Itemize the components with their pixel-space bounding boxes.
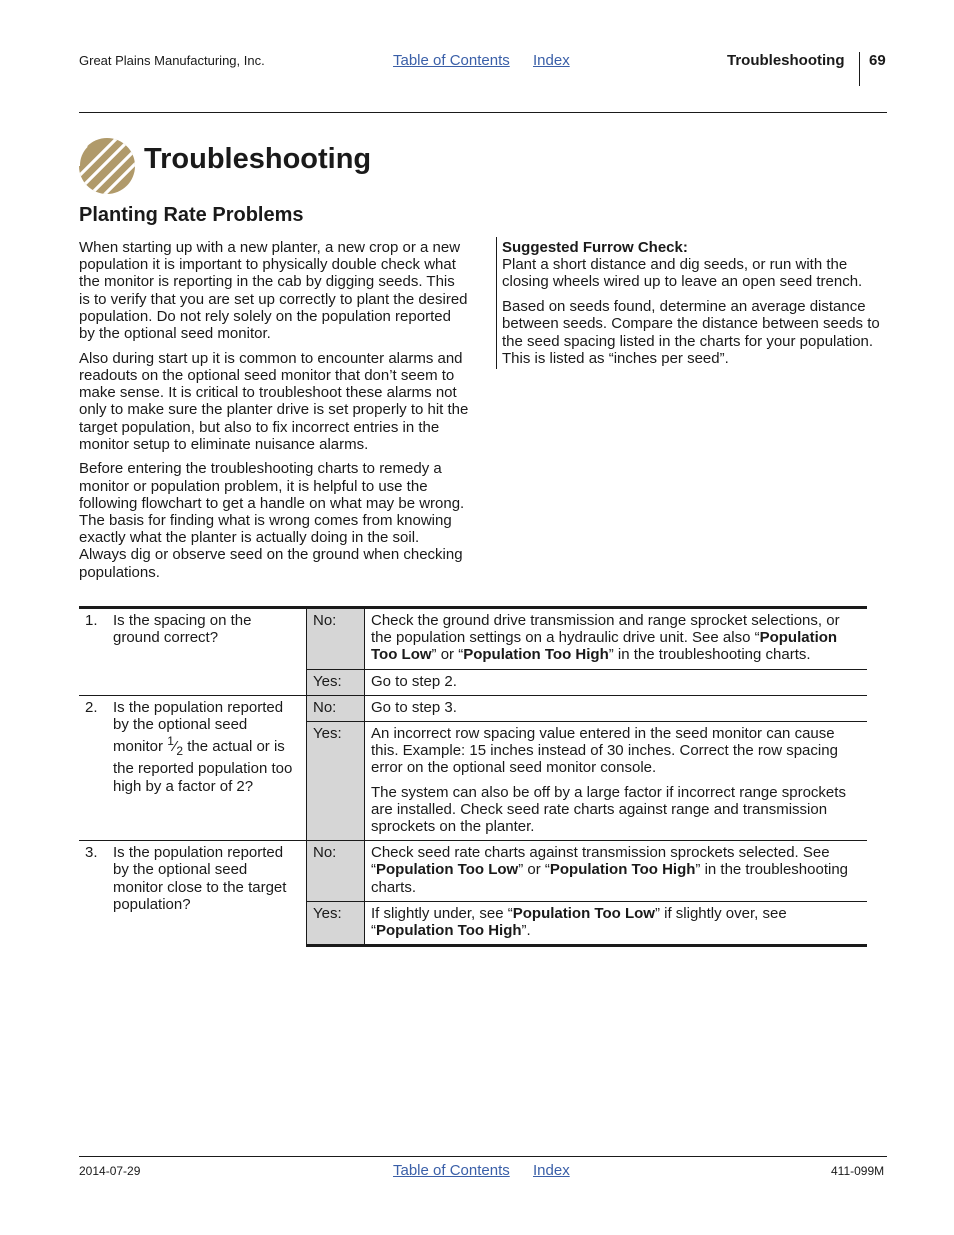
answer-label-yes: Yes: [307, 722, 365, 841]
question-number: 2. [85, 698, 98, 716]
footer-index-link[interactable]: Index [533, 1162, 570, 1179]
furrow-check-sidebar [502, 239, 887, 374]
q1-yes-result: Go to step 2. [365, 669, 868, 695]
answer-label-no: No: [307, 841, 365, 902]
header-toc-link[interactable]: Table of Contents [393, 52, 510, 69]
answer-label-no: No: [307, 695, 365, 721]
intro-text [79, 239, 469, 588]
sidebar-rule [496, 237, 497, 369]
page-title: Troubleshooting [144, 143, 372, 175]
question-number: 1. [85, 612, 98, 629]
question-3 [79, 841, 307, 946]
answer-label-yes: Yes: [307, 901, 365, 945]
troubleshooting-flowchart [79, 606, 867, 947]
question-number: 3. [85, 844, 98, 862]
q1-no-result: Check the ground drive transmission and range sprocket selections, or the population settings on a hydraulic drive unit. See also “Population Too Low” or “Population Too High” in the troubleshooting charts. [365, 608, 868, 670]
header-divider [859, 52, 860, 86]
header-rule [79, 112, 887, 113]
intro-paragraph-2: Also during start up it is common to encounter alarms and readouts on the optional seed monitor that don’t seem to make sense. It is critical to troubleshoot these alarms not only to make sure the planter drive is set properly to hit the target population, but also to fix incorrect entries in the monitor setup to eliminate nuisance alarms. [79, 349, 469, 453]
footer-rule [79, 1156, 887, 1157]
great-plains-logo-icon [79, 138, 135, 194]
furrow-check-heading: Suggested Furrow Check: [502, 239, 688, 256]
company-name: Great Plains Manufacturing, Inc. [79, 53, 265, 68]
footer-doc-number: 411-099M [831, 1164, 885, 1178]
table-row [79, 608, 867, 670]
table-row [79, 695, 867, 721]
footer-toc-link[interactable]: Table of Contents [393, 1162, 510, 1179]
question-1 [79, 608, 307, 696]
q3-no-result: Check seed rate charts against transmission sprockets selected. See “Population Too Low” or “Population Too High” in the troubleshooting charts. [365, 841, 868, 902]
intro-paragraph-1: When starting up with a new planter, a new crop or a new population it is important to physically double check what the monitor is reporting in the cab by digging seeds. This is to verify that you are set up correctly to plant the desired population. Do not rely solely on the population reported by the optional seed monitor. [79, 239, 468, 343]
furrow-check-paragraph-2: Based on seeds found, determine an average distance between seeds. Compare the distance between seeds to the seed spacing listed in the charts for your population. This is listed as “inches per seed”. [502, 298, 880, 367]
section-subtitle: Planting Rate Problems [79, 204, 304, 226]
footer-date: 2014-07-29 [79, 1164, 141, 1178]
answer-label-yes: Yes: [307, 669, 365, 695]
table-row [79, 841, 867, 902]
q3-yes-result: If slightly under, see “Population Too Low” if slightly over, see “Population Too High”. [365, 901, 868, 945]
page-number: 69 [869, 52, 886, 69]
furrow-check-paragraph-1: Plant a short distance and dig seeds, or run with the closing wheels wired up to leave an open seed trench. [502, 256, 863, 291]
header-index-link[interactable]: Index [533, 52, 570, 69]
question-text: Is the population reported by the optional seed monitor $^1⁄_2$ the actual or is the reported population too high by a factor of 2? [113, 698, 293, 795]
question-text: Is the population reported by the optional seed monitor close to the target population? [113, 844, 287, 913]
q2-no-result: Go to step 3. [365, 695, 868, 721]
question-2 [79, 695, 307, 840]
section-name: Troubleshooting [727, 52, 845, 69]
question-text: Is the spacing on the ground correct? [113, 612, 252, 647]
q2-yes-result: An incorrect row spacing value entered in the seed monitor can cause this. Example: 15 inches instead of 30 inches. Correct the row spacing error on the optional seed monitor console. The system can also be off by a large factor if incorrect range sprockets are installed. Check seed rate charts against range and transmission sprockets on the planter. [365, 722, 868, 841]
intro-paragraph-3: Before entering the troubleshooting charts to remedy a monitor or population problem, it is helpful to use the following flowchart to get a handle on what may be wrong. The basis for finding what is wrong comes from knowing exactly what the planter is actually doing in the soil. Always dig or observe seed on the ground when checking populations. [79, 460, 465, 581]
answer-label-no: No: [307, 608, 365, 670]
